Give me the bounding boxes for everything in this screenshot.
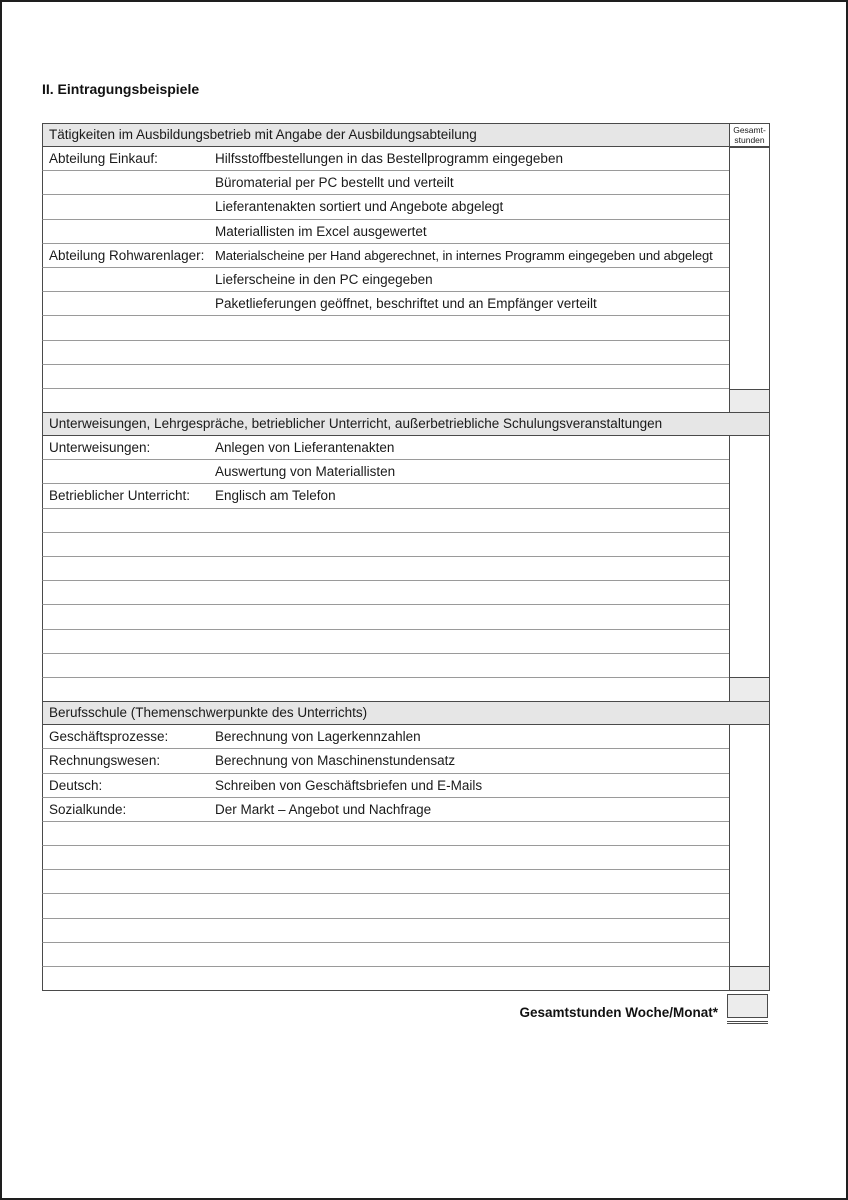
table-row[interactable]	[42, 484, 730, 508]
section-instructions	[42, 412, 770, 702]
row-label: Unterweisungen:	[49, 440, 151, 456]
table-row[interactable]	[42, 894, 730, 918]
row-entry: Der Markt – Angebot und Nachfrage	[215, 801, 432, 817]
table-row[interactable]	[42, 365, 730, 389]
section-subtotal-field[interactable]	[729, 966, 770, 991]
table-row[interactable]	[42, 509, 730, 533]
section-header: Unterweisungen, Lehrgespräche, betrieblicher Unterricht, außerbetriebliche Schulungsveranstaltungen	[42, 412, 770, 436]
row-label: Abteilung Einkauf:	[49, 151, 158, 166]
row-entry: Lieferscheine in den PC eingegeben	[215, 271, 433, 287]
section-header: Berufsschule (Themenschwerpunkte des Unterrichts)	[42, 701, 770, 725]
table-row[interactable]	[42, 533, 730, 557]
row-label: Geschäftsprozesse:	[49, 729, 169, 745]
table-row[interactable]	[42, 220, 730, 244]
section-activities	[42, 123, 770, 413]
section-header: Tätigkeiten im Ausbildungsbetrieb mit Angabe der Ausbildungsabteilung	[42, 123, 730, 147]
table-row[interactable]	[42, 678, 730, 702]
row-entry: Berechnung von Maschinenstundensatz	[215, 753, 456, 769]
total-hours-field[interactable]	[727, 994, 768, 1018]
table-row[interactable]	[42, 919, 730, 943]
table-row[interactable]	[42, 436, 730, 460]
table-row[interactable]	[42, 630, 730, 654]
row-label: Rechnungswesen:	[49, 753, 161, 769]
page-heading: II. Eintragungsbeispiele	[42, 81, 200, 97]
table-row[interactable]	[42, 389, 730, 413]
table-row[interactable]	[42, 967, 730, 991]
total-hours-label: Gesamtstunden Woche/Monat*	[519, 1005, 718, 1020]
table-row[interactable]	[42, 292, 730, 316]
total-hours-underline	[727, 1021, 768, 1024]
table-row[interactable]	[42, 605, 730, 629]
table-row[interactable]	[42, 195, 730, 219]
section-subtotal-field[interactable]	[729, 389, 770, 414]
row-label: Abteilung Rohwarenlager:	[49, 247, 205, 263]
row-entry: Auswertung von Materiallisten	[215, 464, 396, 480]
hours-column[interactable]	[729, 435, 770, 678]
table-row[interactable]	[42, 341, 730, 365]
hours-column[interactable]	[729, 147, 770, 390]
table-row[interactable]	[42, 654, 730, 678]
table-row[interactable]	[42, 316, 730, 340]
row-label: Betrieblicher Unterricht:	[49, 488, 191, 504]
row-entry: Englisch am Telefon	[215, 488, 336, 504]
table-row[interactable]	[42, 268, 730, 292]
row-entry: Paketlieferungen geöffnet, beschriftet und an Empfänger verteilt	[215, 296, 597, 312]
row-entry: Hilfsstoffbestellungen in das Bestellprogramm eingegeben	[215, 151, 563, 166]
row-entry: Anlegen von Lieferantenakten	[215, 440, 395, 456]
table-row[interactable]	[42, 244, 730, 268]
row-entry: Schreiben von Geschäftsbriefen und E-Mails	[215, 777, 483, 793]
table-row[interactable]	[42, 725, 730, 749]
row-entry: Büromaterial per PC bestellt und verteilt	[215, 175, 454, 191]
table-row[interactable]	[42, 460, 730, 484]
table-row[interactable]	[42, 749, 730, 773]
table-row[interactable]	[42, 798, 730, 822]
table-row[interactable]	[42, 171, 730, 195]
table-row[interactable]	[42, 822, 730, 846]
table-row[interactable]	[42, 943, 730, 967]
section-subtotal-field[interactable]	[729, 677, 770, 702]
section-vocational-school	[42, 701, 770, 991]
table-row[interactable]	[42, 774, 730, 798]
table-row[interactable]	[42, 557, 730, 581]
table-row[interactable]	[42, 846, 730, 870]
row-label: Deutsch:	[49, 777, 103, 793]
row-entry: Materiallisten im Excel ausgewertet	[215, 223, 427, 239]
report-table	[42, 123, 770, 991]
table-row[interactable]	[42, 147, 730, 171]
table-row[interactable]	[42, 870, 730, 894]
row-label: Sozialkunde:	[49, 801, 127, 817]
total-hours-column-header: Gesamt- stunden	[729, 123, 770, 147]
row-entry: Lieferantenakten sortiert und Angebote abgelegt	[215, 199, 504, 215]
row-entry: Berechnung von Lagerkennzahlen	[215, 729, 421, 745]
table-row[interactable]	[42, 581, 730, 605]
hours-column[interactable]	[729, 724, 770, 967]
row-entry: Materialscheine per Hand abgerechnet, in internes Programm eingegeben und abgelegt	[215, 247, 713, 263]
